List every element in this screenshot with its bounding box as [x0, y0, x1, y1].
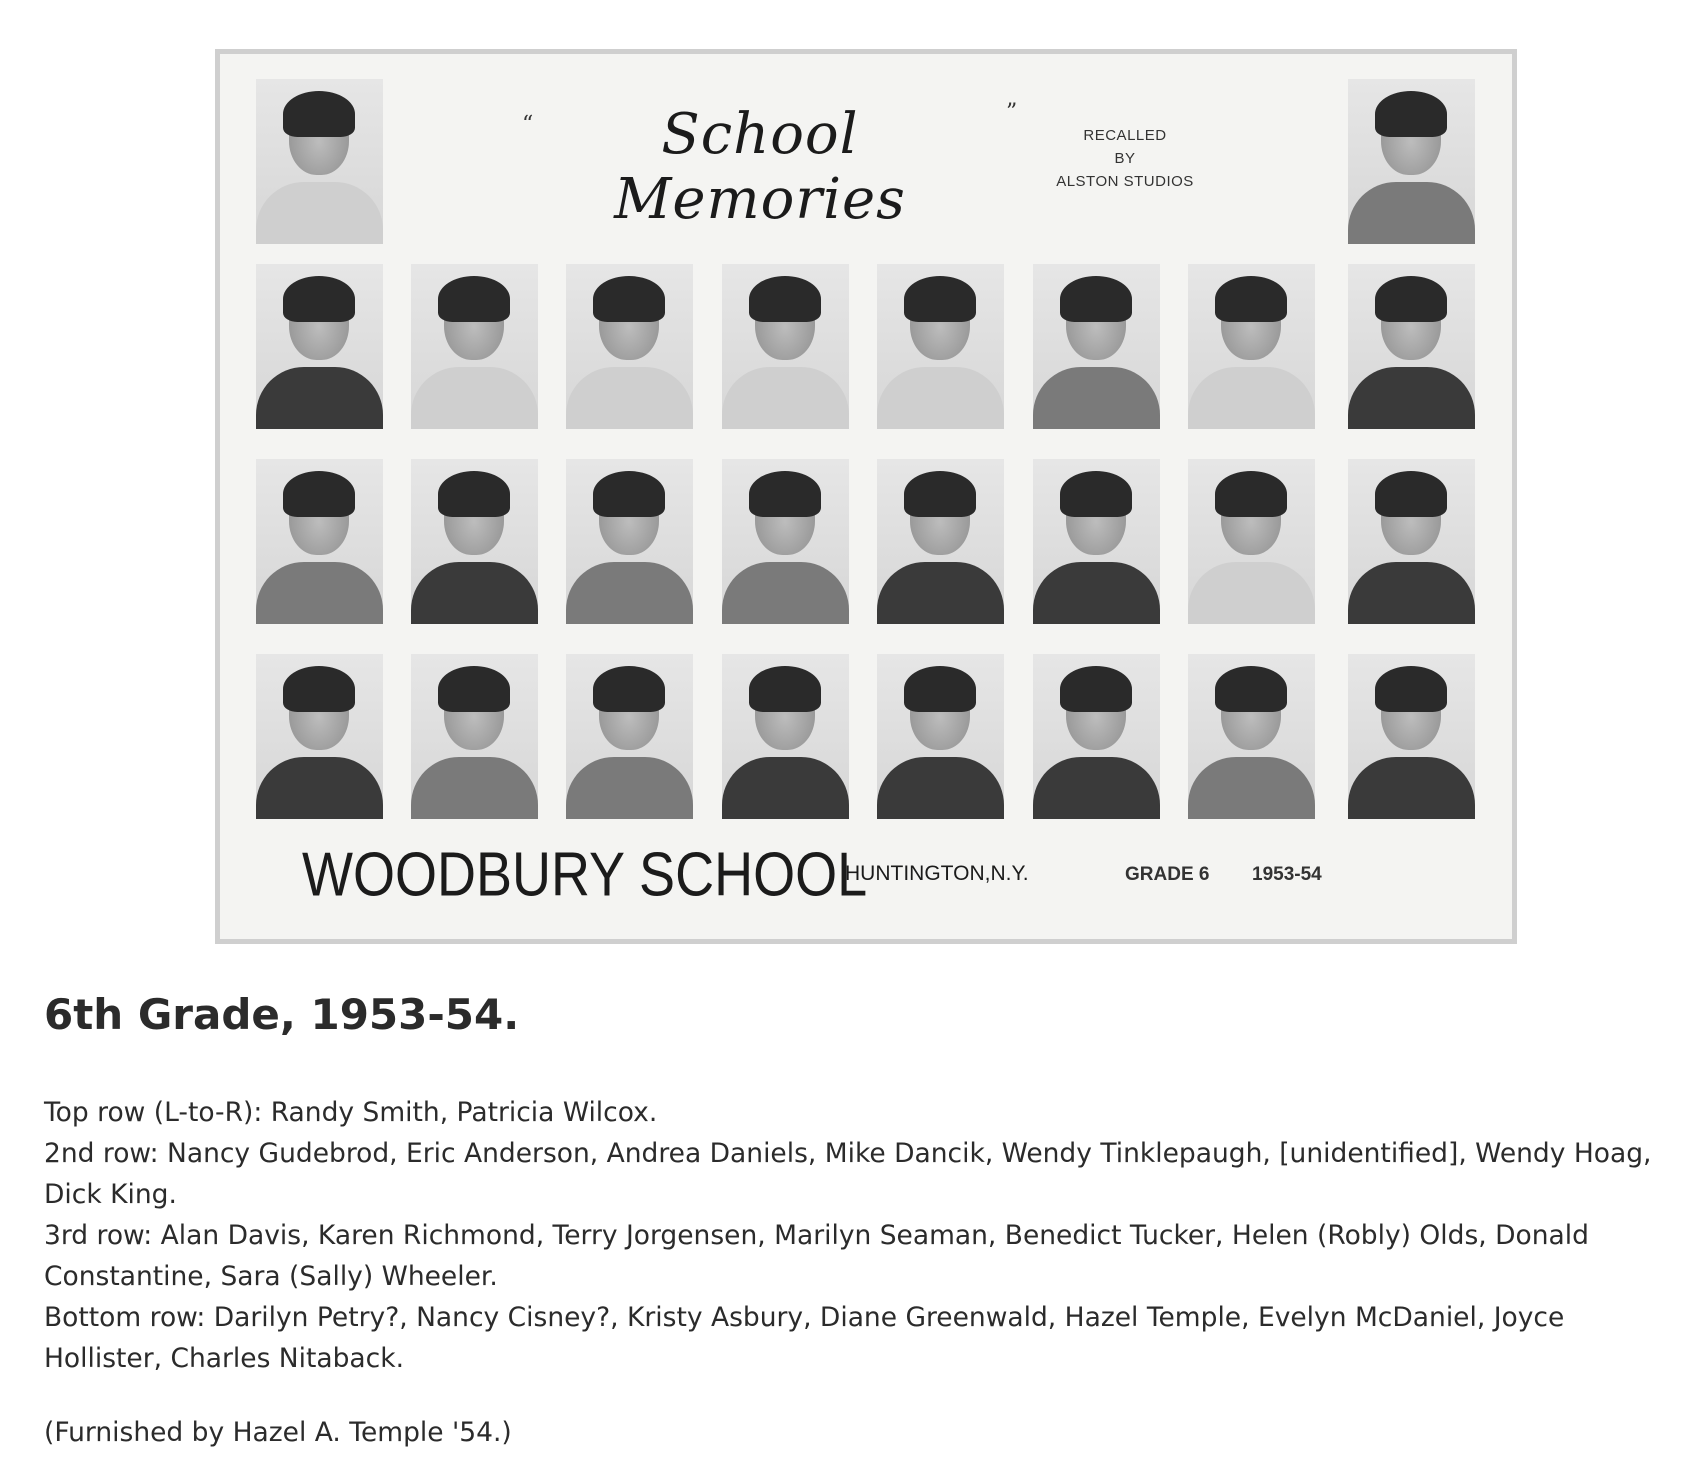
student-portrait [1348, 79, 1475, 244]
student-portrait [411, 654, 538, 819]
close-quote-mark: ” [1006, 100, 1018, 125]
caption-row-bottom: Bottom row: Darilyn Petry?, Nancy Cisney?, Kristy Asbury, Diane Greenwald, Hazel Temple, Evelyn McDaniel, Joyce Hollister, Charles Nitaback. [44, 1302, 1565, 1374]
student-portrait [1188, 264, 1315, 429]
student-portrait [877, 459, 1004, 624]
student-portrait [722, 459, 849, 624]
caption-row-second: 2nd row: Nancy Gudebrod, Eric Anderson, Andrea Daniels, Mike Dancik, Wendy Tinklepaugh, [unidentified], Wendy Hoag, Dick King. [44, 1138, 1652, 1210]
photo-location: HUNTINGTON,N.Y. [845, 862, 1029, 885]
photo-school-name: WOODBURY SCHOOL [302, 840, 868, 910]
student-portrait [1188, 654, 1315, 819]
student-portrait [411, 459, 538, 624]
student-portrait [411, 264, 538, 429]
student-portrait [1033, 654, 1160, 819]
student-portrait [566, 459, 693, 624]
student-portrait [1188, 459, 1315, 624]
studio-credit-line: ALSTON STUDIOS [1056, 173, 1194, 190]
caption-row-top: Top row (L-to-R): Randy Smith, Patricia Wilcox. [44, 1097, 658, 1128]
student-portrait [877, 654, 1004, 819]
studio-credit-line: RECALLED [1083, 127, 1167, 144]
student-portrait [722, 264, 849, 429]
photo-credit: (Furnished by Hazel A. Temple '54.) [44, 1417, 512, 1448]
studio-credit [1030, 124, 1220, 193]
student-portrait [256, 264, 383, 429]
student-portrait [566, 654, 693, 819]
student-portrait [877, 264, 1004, 429]
caption-body [44, 1092, 1684, 1379]
student-portrait [256, 79, 383, 244]
caption-heading: 6th Grade, 1953-54. [44, 990, 520, 1039]
open-quote-mark: “ [522, 112, 534, 137]
studio-credit-line: BY [1114, 150, 1136, 167]
photo-script-title: School Memories [614, 102, 906, 232]
student-portrait [256, 459, 383, 624]
caption-row-third: 3rd row: Alan Davis, Karen Richmond, Terry Jorgensen, Marilyn Seaman, Benedict Tucker, Helen (Robly) Olds, Donald Constantine, Sara (Sally) Wheeler. [44, 1220, 1589, 1292]
student-portrait [566, 264, 693, 429]
photo-year: 1953-54 [1252, 864, 1322, 885]
class-photo [215, 49, 1517, 944]
student-portrait [1348, 264, 1475, 429]
student-portrait [1348, 654, 1475, 819]
student-portrait [256, 654, 383, 819]
student-portrait [1033, 264, 1160, 429]
student-portrait [1033, 459, 1160, 624]
class-photo-composite [220, 54, 1512, 939]
student-portrait [722, 654, 849, 819]
photo-grade: GRADE 6 [1125, 864, 1210, 885]
student-portrait [1348, 459, 1475, 624]
